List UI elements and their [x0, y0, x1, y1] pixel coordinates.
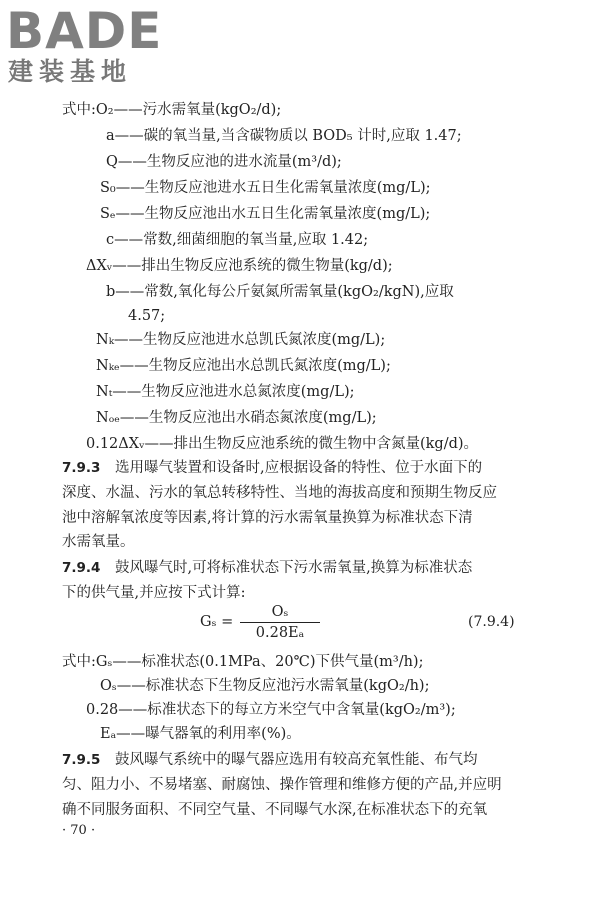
definition-line: S₀——生物反应池进水五日生化需氧量浓度(mg/L); — [100, 180, 431, 196]
definition-line: b——常数,氧化每公斤氨氮所需氧量(kgO₂/kgN),应取 — [106, 284, 454, 300]
definition-line: Nₖ——生物反应池进水总凯氏氮浓度(mg/L); — [96, 332, 386, 348]
definition-line: Sₑ——生物反应池出水五日生化需氧量浓度(mg/L); — [100, 206, 431, 222]
paragraph-line: 鼓风曝气系统中的曝气器应选用有较高充氧性能、布气均 — [115, 752, 478, 768]
definition-line: 0.12ΔXᵥ——排出生物反应池系统的微生物中含氮量(kg/d)。 — [86, 436, 479, 452]
logo-main-text: BADE — [6, 2, 163, 60]
definition-line: 式中:O₂——污水需氧量(kgO₂/d); — [62, 102, 282, 118]
paragraph-line: 深度、水温、污水的氧总转移特性、当地的海拔高度和预期生物反应 — [62, 485, 497, 501]
definition-line: 4.57; — [128, 308, 166, 324]
definition-line: 0.28——标准状态下的每立方米空气中含氧量(kgO₂/m³); — [86, 702, 456, 718]
paragraph-line: 下的供气量,并应按下式计算: — [62, 585, 246, 601]
definition-line: Nₖₑ——生物反应池出水总凯氏氮浓度(mg/L); — [96, 358, 391, 374]
paragraph-line: 池中溶解氧浓度等因素,将计算的污水需氧量换算为标准状态下清 — [62, 510, 473, 526]
definition-line: Nₒₑ——生物反应池出水硝态氮浓度(mg/L); — [96, 410, 377, 426]
paragraph-line: 确不同服务面积、不同空气量、不同曝气水深,在标准状态下的充氧 — [62, 802, 488, 818]
definition-line: a——碳的氧当量,当含碳物质以 BOD₅ 计时,应取 1.47; — [106, 128, 462, 144]
definition-line: Eₐ——曝气器氧的利用率(%)。 — [100, 726, 301, 742]
definition-line: c——常数,细菌细胞的氧当量,应取 1.42; — [106, 232, 369, 248]
section-number: 7.9.3 — [62, 460, 101, 476]
page-number: · 70 · — [62, 823, 96, 838]
section-7-9-4 — [62, 558, 472, 578]
definition-line: 式中:Gₛ——标准状态(0.1MPa、20℃)下供气量(m³/h); — [62, 654, 424, 670]
section-number: 7.9.5 — [62, 752, 101, 768]
paragraph-line: 选用曝气装置和设备时,应根据设备的特性、位于水面下的 — [115, 460, 483, 476]
equation-number: (7.9.4) — [468, 614, 515, 630]
logo-sub-text: 建装基地 — [8, 57, 133, 86]
formula-lhs: Gₛ = — [200, 614, 234, 630]
definition-line: Oₛ——标准状态下生物反应池污水需氧量(kgO₂/h); — [100, 678, 430, 694]
definition-line: Q——生物反应池的进水流量(m³/d); — [106, 154, 342, 170]
formula-numerator: Oₛ — [271, 604, 289, 620]
definition-line: Nₜ——生物反应池进水总氮浓度(mg/L); — [96, 384, 355, 400]
section-7-9-3 — [62, 458, 482, 478]
definition-line: ΔXᵥ——排出生物反应池系统的微生物量(kg/d); — [86, 258, 393, 274]
paragraph-line: 匀、阻力小、不易堵塞、耐腐蚀、操作管理和维修方便的产品,并应明 — [62, 777, 502, 793]
formula-denominator: 0.28Eₐ — [255, 625, 305, 641]
section-7-9-5 — [62, 750, 478, 770]
paragraph-line: 鼓风曝气时,可将标准状态下污水需氧量,换算为标准状态 — [115, 560, 473, 576]
formula-7-9-4 — [200, 602, 515, 642]
section-number: 7.9.4 — [62, 560, 101, 576]
paragraph-line: 水需氧量。 — [62, 534, 135, 550]
